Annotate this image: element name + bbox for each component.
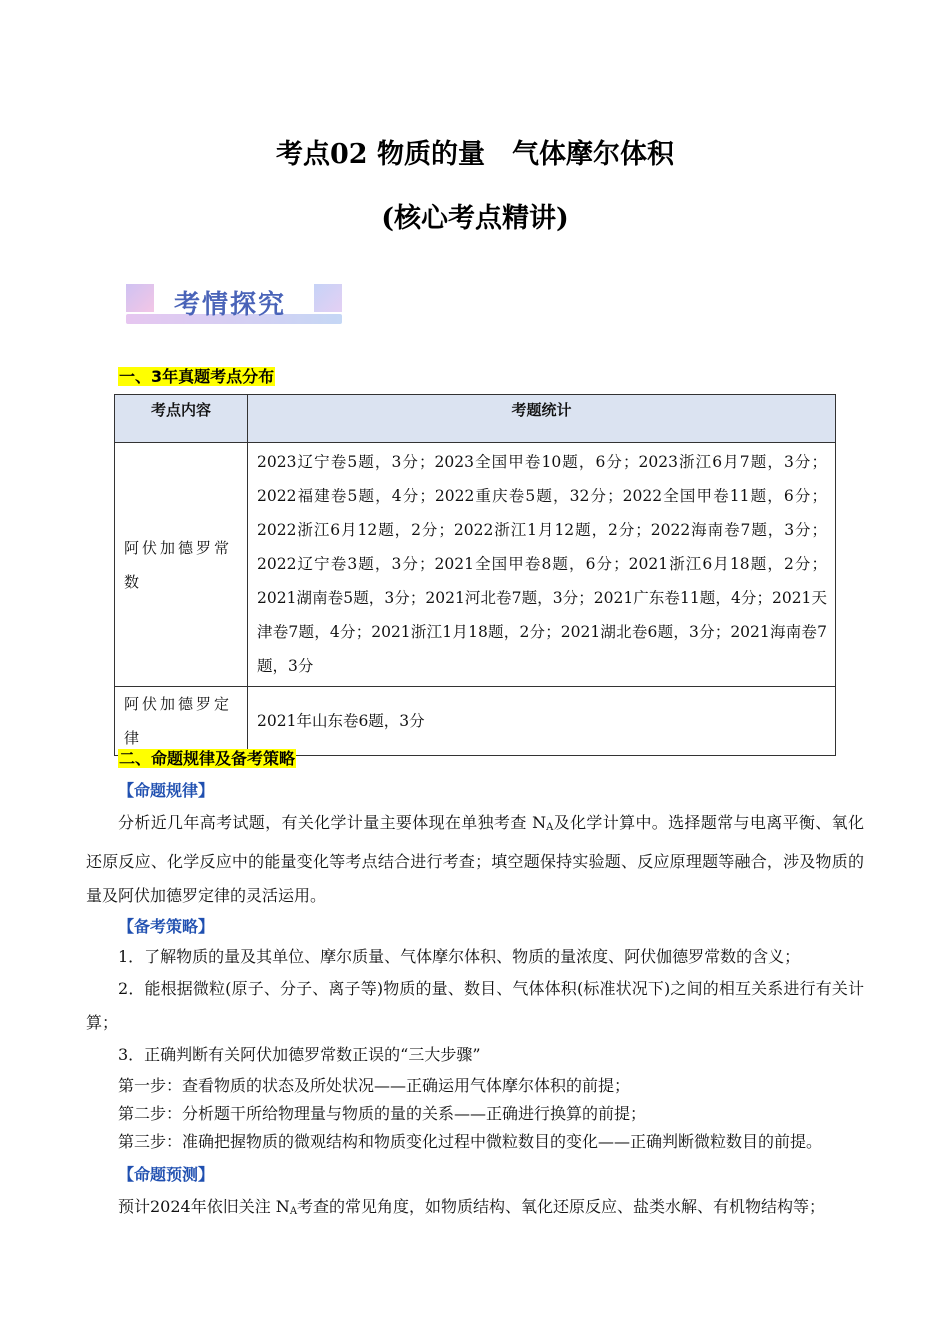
table-header-row (115, 395, 836, 443)
strategy-step-3: 第三步：准确把握物质的微观结构和物质变化过程中微粒数目的变化——正确判断微粒数目的前提。 (118, 1132, 823, 1151)
rule-text-start: 分析近几年高考试题，有关化学计量主要体现在单独考查 N (118, 813, 547, 832)
table-header-topic: 考点内容 (115, 395, 248, 443)
exam-stats-table (114, 394, 836, 756)
table-header-stats: 考题统计 (248, 395, 836, 443)
rule-subscript: A (546, 822, 554, 833)
rule-paragraph (86, 806, 864, 913)
page-title: 考点02 物质的量 气体摩尔体积 (276, 139, 674, 170)
strategy-step-1: 第一步：查看物质的状态及所处状况——正确运用气体摩尔体积的前提； (118, 1076, 631, 1095)
forecast-label: 【命题预测】 (118, 1165, 215, 1184)
table-cell-topic: 阿伏加德罗定律 (115, 687, 248, 756)
forecast-text-start: 预计2024年依旧关注 N (118, 1197, 290, 1216)
page-subtitle: (核心考点精讲) (381, 203, 569, 234)
section1-heading (118, 364, 275, 387)
section2-heading-text: 二、命题规律及备考策略 (119, 749, 296, 768)
banner-decoration-left (126, 284, 154, 312)
table-cell-topic: 阿伏加德罗常数 (115, 443, 248, 687)
section-banner (126, 284, 346, 328)
strategy-label: 【备考策略】 (118, 917, 215, 936)
forecast-subscript: A (289, 1206, 298, 1217)
table-cell-stats: 2021年山东卷6题，3分 (248, 687, 836, 756)
forecast-text-end: 考查的常见角度，如物质结构、氧化还原反应、盐类水解、有机物结构等； (297, 1197, 826, 1216)
forecast-paragraph (86, 1190, 864, 1229)
section1-heading-text: 一、3年真题考点分布 (119, 367, 275, 386)
strategy-item-2: 2．能根据微粒(原子、分子、离子等)物质的量、数目、气体体积(标准状况下)之间的相互关系进行有关计算； (86, 979, 864, 1032)
banner-label: 考情探究 (174, 290, 287, 320)
strategy-item-1: 1．了解物质的量及其单位、摩尔质量、气体摩尔体积、物质的量浓度、阿伏伽德罗常数的含义； (118, 947, 801, 966)
rule-text-end: 及化学计算中。选择题常与电离平衡、氧化还原反应、化学反应中的能量变化等考点结合进行考查；填空题保持实验题、反应原理题等融合，涉及物质的量及阿伏加德罗定律的灵活运用。 (86, 813, 864, 905)
table-row (115, 443, 836, 687)
table-cell-stats: 2023辽宁卷5题，3分；2023全国甲卷10题，6分；2023浙江6月7题，3分；2022福建卷5题，4分；2022重庆卷5题，32分；2022全国甲卷11题，6分；2022浙江6月12题，2分；2022浙江1月12题，2分；2022海南卷7题，3分；2022辽宁卷3题，3分；2021全国甲卷8题，6分；2021浙江6月18题，2分；2021湖南卷5题，3分；2021河北卷7题，3分；2021广东卷11题，4分；2021天津卷7题，4分；2021浙江1月18题，2分；2021湖北卷6题，3分；2021海南卷7题，3分 (248, 443, 836, 687)
strategy-step-2: 第二步：分析题干所给物理量与物质的量的关系——正确进行换算的前提； (118, 1104, 647, 1123)
rule-label: 【命题规律】 (118, 781, 215, 800)
strategy-item-3: 3．正确判断有关阿伏加德罗常数正误的“三大步骤” (118, 1045, 481, 1064)
section2-heading (118, 746, 296, 769)
banner-decoration-right (314, 284, 342, 312)
